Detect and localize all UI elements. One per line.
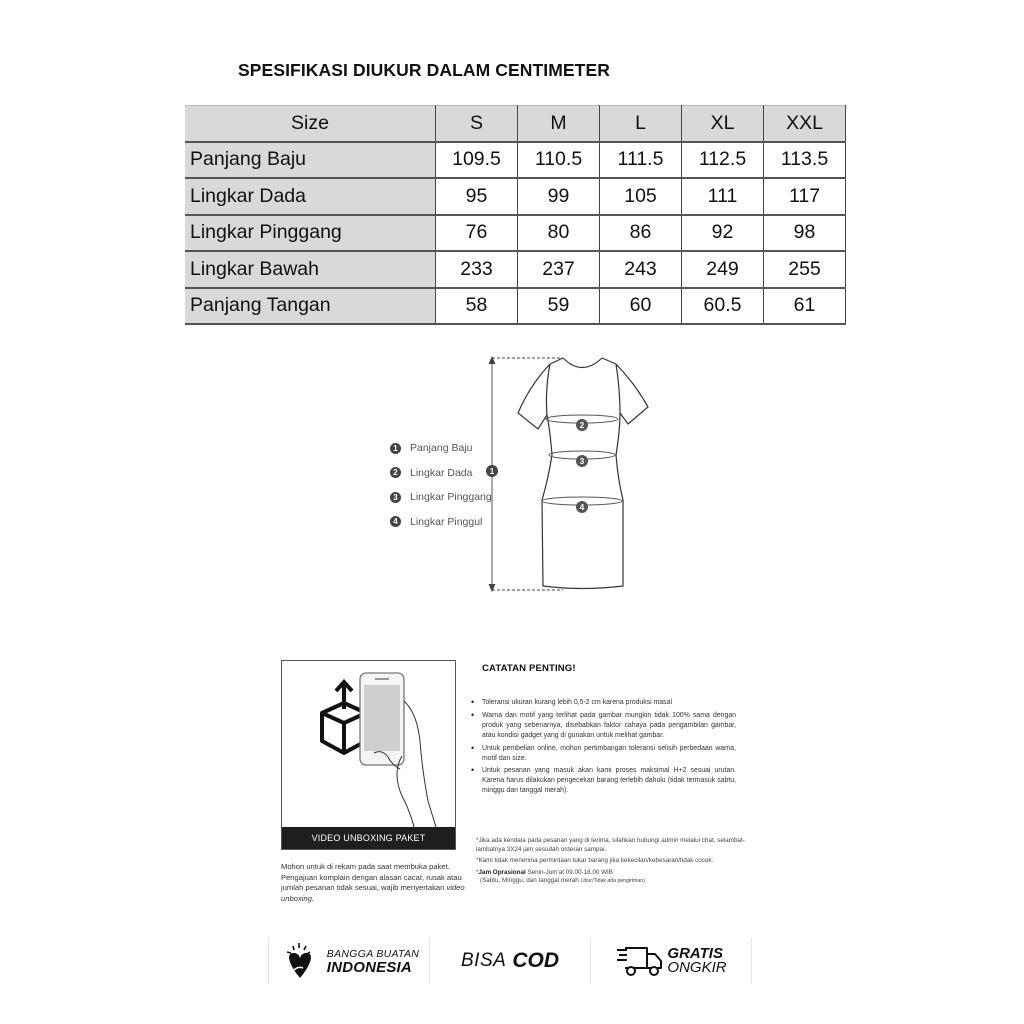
row-label: Panjang Tangan <box>185 288 436 325</box>
hours-sub: (Sabtu, Minggu, dan tanggal merah <box>480 877 581 885</box>
size-header-s: S <box>436 106 518 142</box>
cell-value: 60.5 <box>682 288 764 325</box>
row-label: Panjang Baju <box>185 142 436 179</box>
cell-value: 237 <box>518 251 600 288</box>
cell-value: 86 <box>600 215 682 252</box>
note-item: • Warna dan motif yang terlihat pada gambar mungkin tidak 100% sama dengan produk yang sebenarnya, disebabkan faktor cahaya pada pengambilan gambar, atau kondisi gadget yang di gunakan untuk melihat gambar. <box>482 711 736 741</box>
important-notes <box>482 663 736 799</box>
badge-shipping-top: GRATIS <box>667 945 723 962</box>
hours-label: Jam Oprasional <box>478 868 526 876</box>
dress-diagram <box>380 345 660 605</box>
legend-label: Lingkar Dada <box>410 466 473 479</box>
unboxing-note <box>281 862 466 904</box>
badge-made-in-top: BANGGA BUATAN <box>326 948 420 960</box>
legend-label: Panjang Baju <box>410 442 473 455</box>
size-header-l: L <box>600 106 682 142</box>
cell-value: 110.5 <box>518 142 600 179</box>
cell-value: 58 <box>436 288 518 325</box>
marker-3 <box>576 455 588 467</box>
phone-icon <box>360 673 404 765</box>
svg-text:4: 4 <box>579 503 585 512</box>
size-table-header-row <box>185 106 846 142</box>
note-item: • Untuk pembelian online, mohon pertimbangan toleransi selisih perbedaan warna, motif dan size. <box>482 744 736 764</box>
row-label: Lingkar Pinggang <box>185 215 436 252</box>
cell-value: 233 <box>436 251 518 288</box>
badge-shipping-bottom: ONGKIR <box>667 959 727 976</box>
note-item: • Toleransi ukuran kurang lebih 0,5-2 cm karena produksi masal <box>482 698 736 708</box>
badge-cod <box>429 938 590 984</box>
footnotes <box>476 837 766 889</box>
svg-text:1: 1 <box>489 467 495 476</box>
marker-1 <box>486 465 498 477</box>
badges-row <box>268 938 752 984</box>
table-row <box>185 288 846 325</box>
size-header-label: Size <box>185 106 436 142</box>
hours-value: Senin-Jum'at 09.00-18.00 WIB <box>525 868 614 876</box>
cell-value: 92 <box>682 215 764 252</box>
cell-value: 99 <box>518 178 600 215</box>
size-table <box>185 105 846 325</box>
badge-free-shipping <box>590 938 752 984</box>
notes-list <box>482 698 736 796</box>
badge-made-in-indonesia <box>268 938 429 984</box>
cell-value: 95 <box>436 178 518 215</box>
cell-value: 255 <box>764 251 846 288</box>
cell-value: 111.5 <box>600 142 682 179</box>
cell-value: 59 <box>518 288 600 325</box>
table-row <box>185 142 846 179</box>
cell-value: 60 <box>600 288 682 325</box>
legend-label: Lingkar Pinggang <box>410 491 492 504</box>
cell-value: 80 <box>518 215 600 252</box>
size-header-m: M <box>518 106 600 142</box>
cell-value: 109.5 <box>436 142 518 179</box>
svg-text:2: 2 <box>579 421 585 430</box>
unboxing-panel <box>281 660 456 850</box>
legend-number: 4 <box>390 516 401 527</box>
cell-value: 61 <box>764 288 846 325</box>
row-label: Lingkar Bawah <box>185 251 436 288</box>
cell-value: 249 <box>682 251 764 288</box>
cell-value: 117 <box>764 178 846 215</box>
cell-value: 112.5 <box>682 142 764 179</box>
footnote: *Jika ada kendala pada pesanan yang di terima, silahkan hubungi admin melalui chat, selambat-lambatnya 3X24 jam sesudah orderan sampai. <box>476 837 745 853</box>
svg-text:3: 3 <box>579 457 585 466</box>
operating-hours <box>476 869 766 886</box>
footnote: *Kami tidak menerima permintaan tukar barang jika kekecilan/kebesaran/tidak cocok. <box>476 857 714 865</box>
badge-made-in-bottom: INDONESIA <box>326 959 412 976</box>
table-row <box>185 178 846 215</box>
size-header-xl: XL <box>682 106 764 142</box>
badge-cod-main: COD <box>512 949 559 972</box>
cell-value: 98 <box>764 215 846 252</box>
row-label: Lingkar Dada <box>185 178 436 215</box>
cell-value: 111 <box>682 178 764 215</box>
marker-4 <box>576 501 588 513</box>
unboxing-note-italic: video unboxing. <box>281 883 465 903</box>
marker-2 <box>576 419 588 431</box>
delivery-truck-icon <box>615 944 663 978</box>
page-title: SPESIFIKASI DIUKUR DALAM CENTIMETER <box>238 60 610 80</box>
legend-number: 1 <box>390 443 401 454</box>
cell-value: 76 <box>436 215 518 252</box>
heart-hand-icon <box>279 940 321 982</box>
note-item: • Untuk pesanan yang masuk akan kami proses maksimal H+2 sesuai urutan. Karena harus dilakukan pengecekan barang terlebih dahulu (tidak termasuk sabtu, minggu dan tanggal merah). <box>482 766 736 796</box>
table-row <box>185 215 846 252</box>
table-row <box>185 251 846 288</box>
unboxing-note-text: Mohon untuk di rekam pada saat membuka paket. Pengajuan komplain dengan alasan cacat, rusak atau jumlah pesanan tidak sesuai, wajib menyertakan <box>281 862 462 892</box>
cell-value: 105 <box>600 178 682 215</box>
hours-sub-small: Libur/Tidak ada pengiriman) <box>580 878 645 885</box>
dress-outline <box>518 358 648 589</box>
length-line <box>489 357 563 591</box>
legend-number: 3 <box>390 492 401 503</box>
unboxing-illustration-icon <box>282 661 455 827</box>
hours-prefix: * <box>476 868 479 876</box>
unboxing-banner: VIDEO UNBOXING PAKET <box>282 827 455 849</box>
notes-heading: CATATAN PENTING! <box>482 663 576 674</box>
legend-number: 2 <box>390 467 401 478</box>
size-header-xxl: XXL <box>764 106 846 142</box>
cell-value: 243 <box>600 251 682 288</box>
cell-value: 113.5 <box>764 142 846 179</box>
badge-cod-prefix: BISA <box>461 950 507 971</box>
legend-label: Lingkar Pinggul <box>410 515 483 528</box>
